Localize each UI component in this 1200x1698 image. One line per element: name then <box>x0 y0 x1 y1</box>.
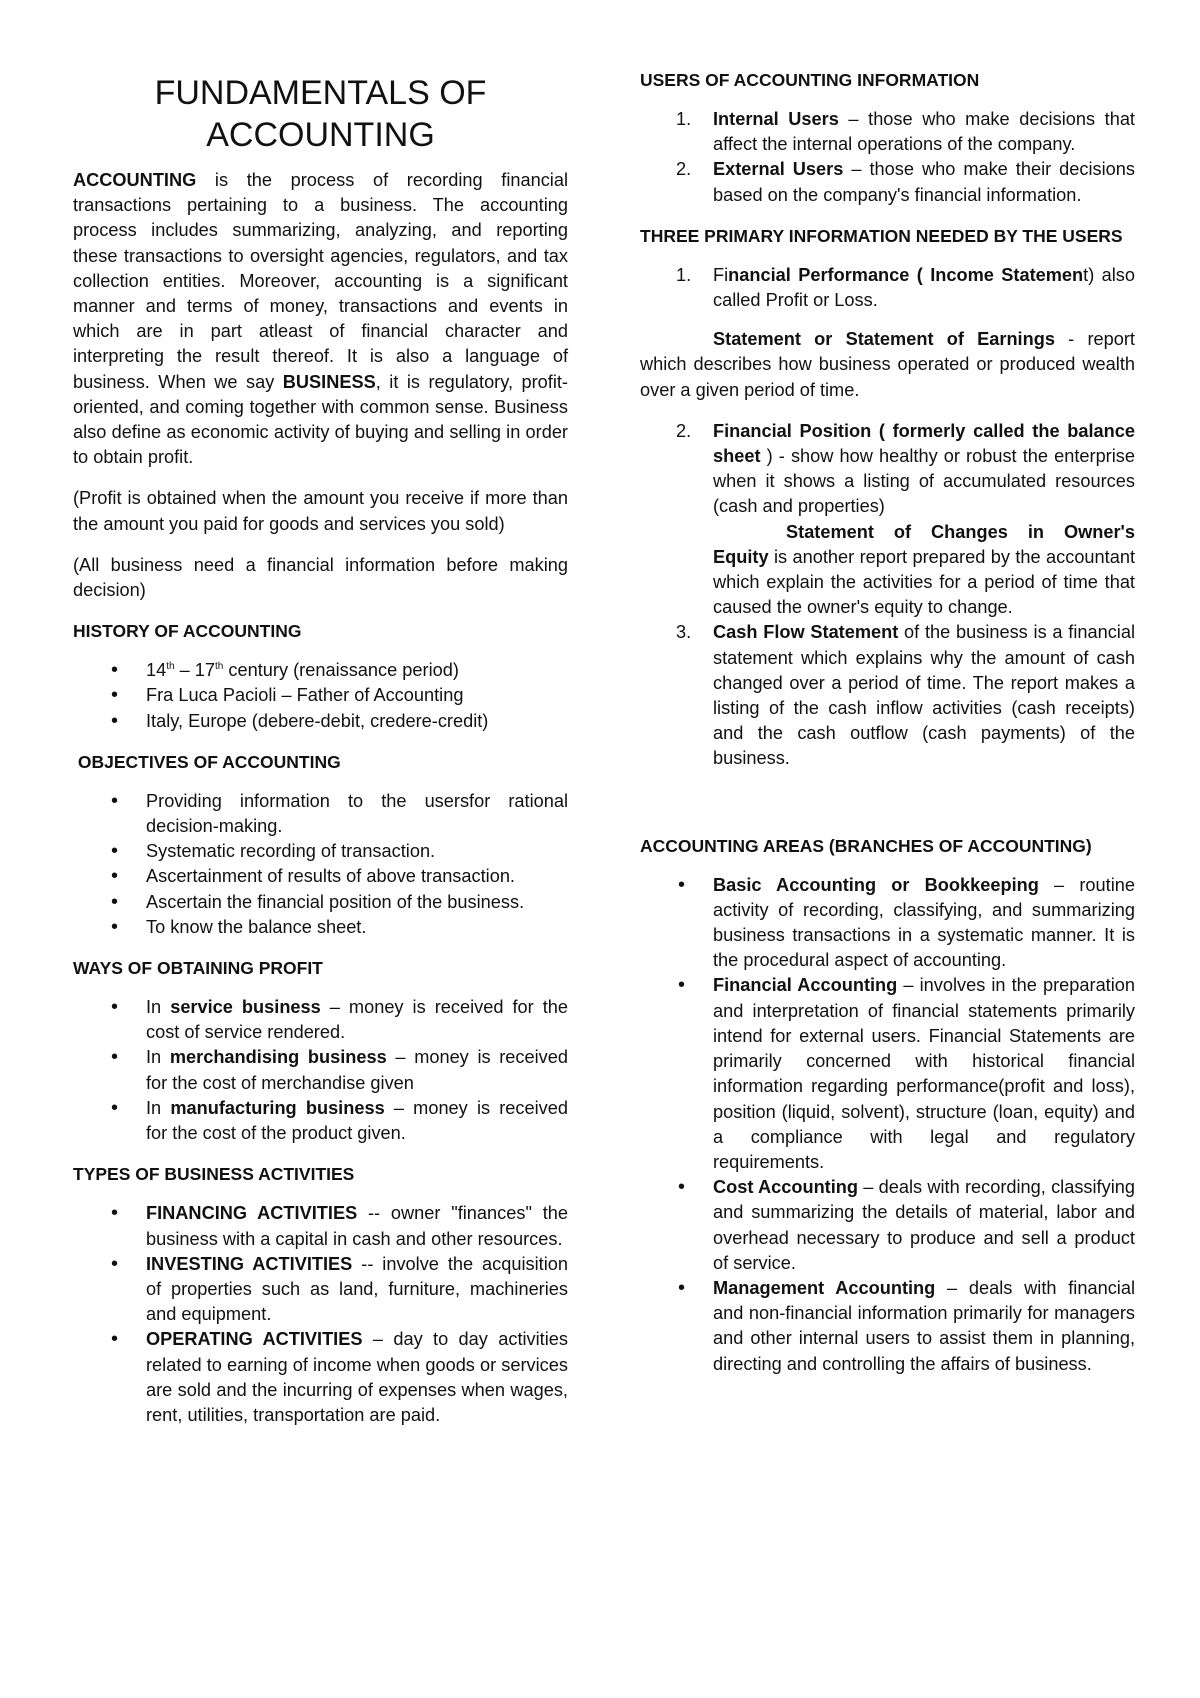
intro-text-2: , it is regulatory, profit-oriented, and coming together with common sense. Business also define as economic activity of buying and selling in order to obtain profit. <box>73 371 568 468</box>
item-text: is another report prepared by the accountant which explain the activities for a period of time that caused the owner's equity to change. <box>713 546 1135 618</box>
item-text: – deals with financial and non-financial information primarily for managers and other internal users to assist them in planning, directing and controlling the affairs of business. <box>713 1277 1135 1374</box>
list-item: • To know the balance sheet. <box>73 915 568 940</box>
list-item <box>640 973 1135 1175</box>
users-heading: USERS OF ACCOUNTING INFORMATION <box>640 70 980 90</box>
list-item: • Ascertainment of results of above transaction. <box>73 864 568 889</box>
profit-note: (Profit is obtained when the amount you receive if more than the amount you paid for goods and services you sold) <box>73 488 568 534</box>
item-prefix: In <box>146 1047 170 1068</box>
item-term: Cost Accounting <box>713 1177 859 1198</box>
item-term: Basic Accounting or Bookkeeping <box>713 874 1039 895</box>
list-item <box>640 263 1135 313</box>
list-item <box>640 1175 1135 1276</box>
list-item <box>640 1276 1135 1377</box>
list-item <box>640 107 1135 157</box>
list-item <box>73 1045 568 1095</box>
document-title <box>73 72 568 156</box>
three-info-list-2 <box>640 419 1135 772</box>
title-line-1: FUNDAMENTALS OF <box>154 74 487 112</box>
list-item <box>73 995 568 1045</box>
item-text: -- owner "finances" the business with a capital in cash and other resources. <box>146 1203 568 1249</box>
history-list <box>73 658 568 734</box>
item-prefix: In <box>146 997 171 1018</box>
item-prefix: In <box>146 1097 171 1118</box>
item-text: t) also called Profit or Loss. <box>713 264 1135 311</box>
statement-of-earnings-paragraph <box>640 327 1135 403</box>
ways-heading: WAYS OF OBTAINING PROFIT <box>73 958 323 979</box>
item-text: – deals with recording, classifying and summarizing the details of material, labor and overhead necessary to produce and sell a product of service. <box>713 1177 1135 1273</box>
item-text: – day to day activities related to earning of income when goods or services are sold and the incurring of expenses when wages, rent, utilities, transportation are paid. <box>146 1329 568 1425</box>
list-item <box>640 620 1135 771</box>
century-label: century (renaissance period) <box>223 660 459 681</box>
item-number: 3. <box>676 622 692 643</box>
item-term: Management Accounting <box>713 1277 936 1298</box>
item-term: INVESTING ACTIVITIES <box>146 1253 353 1274</box>
item-number: 1. <box>676 264 692 285</box>
item-text: ) - show how healthy or robust the enterprise when it shows a listing of accumulated resources (cash and properties) <box>713 446 1135 517</box>
item-term: merchandising business <box>169 1047 387 1068</box>
history-heading: HISTORY OF ACCOUNTING <box>73 621 302 642</box>
three-info-list-1 <box>640 263 1135 313</box>
item-number: 2. <box>676 159 692 180</box>
left-column <box>73 68 568 1444</box>
areas-list <box>640 873 1135 1377</box>
list-item: • Fra Luca Pacioli – Father of Accounting <box>73 683 568 708</box>
item-term: Financial Accounting <box>713 975 898 996</box>
item-text: – money is received for the cost of merchandise given <box>146 1047 568 1093</box>
right-column <box>640 68 1135 1393</box>
ordinal-suffix: th <box>215 661 224 673</box>
types-heading: TYPES OF BUSINESS ACTIVITIES <box>73 1164 355 1185</box>
item-term: Cash Flow Statement <box>713 622 899 643</box>
areas-heading: ACCOUNTING AREAS (BRANCHES OF ACCOUNTING) <box>640 835 1092 856</box>
item-term: OPERATING ACTIVITIES <box>146 1329 363 1350</box>
list-item <box>73 1327 568 1428</box>
item-term: External Users <box>713 159 844 180</box>
list-item <box>73 1096 568 1146</box>
objectives-heading: OBJECTIVES OF ACCOUNTING <box>73 751 341 772</box>
item-term: Financial Position ( formerly called the balance sheet <box>713 420 1135 467</box>
types-list <box>73 1201 568 1428</box>
intro-text-1: is the process of recording financial transactions pertaining to a business. The accounting process includes summarizing, analyzing, and reporting these transactions to oversight agencies, regulators, and tax collection entities. Moreover, accounting is a significant manner and terms of money, transactions and events in which are in part atleast of financial character and interpreting the result thereof. It is also a language of business. When we say <box>73 170 568 392</box>
item-text: – those who make their decisions based on the company's financial information. <box>713 159 1136 205</box>
item-text: - report which describes how business operated or produced wealth over a given period of time. <box>640 329 1135 400</box>
item-text: – those who make decisions that affect the internal operations of the company. <box>713 109 1135 155</box>
century-start: 14 <box>146 660 167 681</box>
intro-paragraph <box>73 168 568 470</box>
item-term: nancial Performance ( Income Statemen <box>728 264 1084 285</box>
item-text: – routine activity of recording, classifying, and summarizing business transactions in a systematic manner. It is the procedural aspect of accounting. <box>713 874 1135 971</box>
list-item <box>73 1201 568 1251</box>
list-item <box>640 873 1135 974</box>
item-text: – money is received for the cost of service rendered. <box>146 997 568 1043</box>
title-line-2: ACCOUNTING <box>206 116 435 154</box>
list-item <box>73 658 568 683</box>
list-item: • Systematic recording of transaction. <box>73 839 568 864</box>
three-info-heading: THREE PRIMARY INFORMATION NEEDED BY THE USERS <box>640 225 1123 246</box>
list-item: • Ascertain the financial position of the business. <box>73 890 568 915</box>
ordinal-suffix: th <box>166 661 175 673</box>
item-term: Internal Users <box>713 109 839 129</box>
item-term: service business <box>170 997 321 1018</box>
users-list <box>640 107 1135 208</box>
item-text: of the business is a financial statement which explains why the amount of cash changed over a period of time. The report makes a listing of the cash inflow activities (cash receipts) and the cash outflow (cash payments) of the business. <box>713 622 1135 769</box>
objectives-list <box>73 789 568 940</box>
item-term: FINANCING ACTIVITIES <box>146 1203 358 1224</box>
item-term: Statement of Changes in Owner's Equity <box>713 521 1135 567</box>
item-text: – money is received for the cost of the product given. <box>146 1097 568 1144</box>
item-text: -- involve the acquisition of properties such as land, furniture, machineries and equipment. <box>146 1253 568 1325</box>
spacer <box>640 788 1135 834</box>
list-item <box>640 157 1135 207</box>
term-accounting: ACCOUNTING <box>73 170 197 190</box>
item-prefix: Fi <box>713 264 729 285</box>
list-item: • Providing information to the usersfor rational decision-making. <box>73 789 568 839</box>
ways-list <box>73 995 568 1146</box>
item-term: Statement or Statement of Earnings <box>713 329 1055 350</box>
list-item: • Italy, Europe (debere-debit, credere-credit) <box>73 709 568 734</box>
decision-note: (All business need a financial information before making decision) <box>73 554 568 601</box>
item-number: 1. <box>676 109 692 129</box>
century-end: – 17 <box>174 660 216 681</box>
item-term: manufacturing business <box>170 1097 385 1118</box>
item-text: – involves in the preparation and interpretation of financial statements primarily intend for external users. Financial Statements are primarily concerned with historical financial information regarding performance(profit and loss), position (liquid, solvent), structure (loan, equity) and a compliance with legal and regulatory requirements. <box>713 975 1136 1172</box>
item-number: 2. <box>676 420 692 441</box>
term-business: BUSINESS <box>282 371 376 392</box>
list-item <box>640 419 1135 621</box>
list-item <box>73 1252 568 1328</box>
